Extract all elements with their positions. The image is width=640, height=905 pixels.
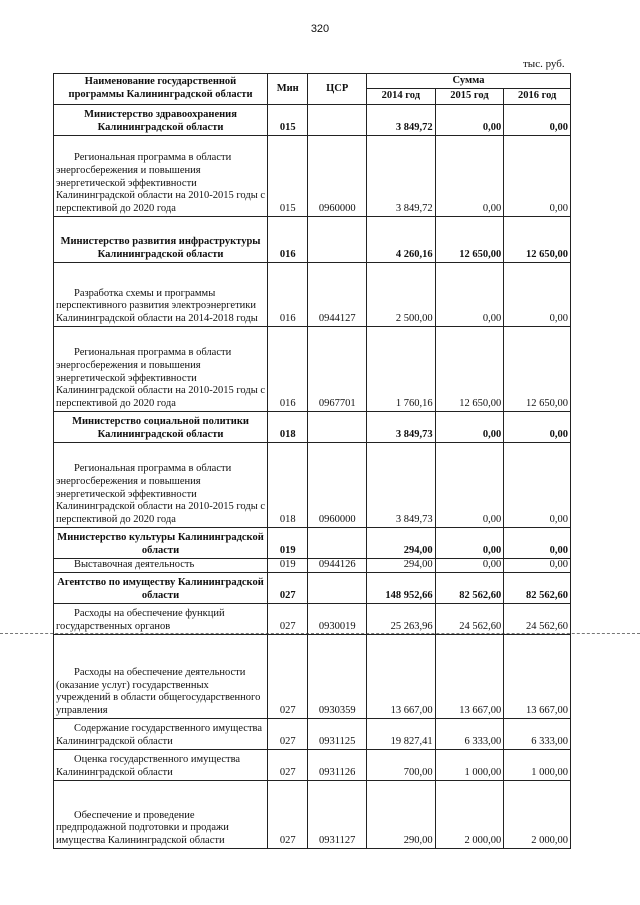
row-value-2014: 3 849,72 (366, 136, 435, 217)
row-csr: 0960000 (308, 443, 367, 528)
row-name: Министерство здравоохранения Калининградской области (54, 105, 268, 136)
row-value-2015: 2 000,00 (435, 781, 504, 849)
row-csr (308, 528, 367, 559)
row-csr: 0960000 (308, 136, 367, 217)
row-value-2015: 0,00 (435, 528, 504, 559)
row-name: Региональная программа в области энергосбережения и повышения энергетической эффективности Калининградской области на 2010-2015 годы с перспективой до 2020 года (54, 136, 268, 217)
row-value-2016: 6 333,00 (504, 719, 571, 750)
row-value-2015: 0,00 (435, 105, 504, 136)
header-year-2015: 2015 год (435, 89, 504, 105)
row-min: 016 (268, 217, 308, 263)
row-name: Министерство социальной политики Калининградской области (54, 412, 268, 443)
table-row (54, 781, 571, 849)
header-year-2014: 2014 год (366, 89, 435, 105)
row-name: Разработка схемы и программы перспективного развития электроэнергетики Калининградской области на 2014-2018 годы (54, 263, 268, 327)
row-value-2016: 1 000,00 (504, 750, 571, 781)
row-value-2016: 0,00 (504, 105, 571, 136)
row-name: Министерство культуры Калининградской области (54, 528, 268, 559)
units-label: тыс. руб. (523, 58, 565, 70)
row-csr: 0944127 (308, 263, 367, 327)
row-value-2015: 12 650,00 (435, 327, 504, 412)
row-csr (308, 412, 367, 443)
row-value-2015: 24 562,60 (435, 604, 504, 635)
page-number: 320 (310, 23, 330, 35)
row-csr: 0931125 (308, 719, 367, 750)
row-min: 027 (268, 635, 308, 719)
row-min: 019 (268, 559, 308, 573)
row-csr: 0930019 (308, 604, 367, 635)
row-value-2016: 82 562,60 (504, 573, 571, 604)
header-min: Мин (268, 74, 308, 105)
row-value-2015: 6 333,00 (435, 719, 504, 750)
table-row (54, 412, 571, 443)
row-csr (308, 573, 367, 604)
row-name: Региональная программа в области энергосбережения и повышения энергетической эффективности Калининградской области на 2010-2015 годы с перспективой до 2020 года (54, 327, 268, 412)
table-row (54, 263, 571, 327)
table-row (54, 559, 571, 573)
row-min: 018 (268, 443, 308, 528)
row-value-2014: 3 849,73 (366, 412, 435, 443)
row-value-2014: 2 500,00 (366, 263, 435, 327)
row-name: Содержание государственного имущества Калининградской области (54, 719, 268, 750)
row-name: Агентство по имуществу Калининградской области (54, 573, 268, 604)
row-value-2014: 25 263,96 (366, 604, 435, 635)
row-min: 027 (268, 719, 308, 750)
budget-table (53, 73, 571, 849)
row-name: Оценка государственного имущества Калининградской области (54, 750, 268, 781)
row-csr: 0944126 (308, 559, 367, 573)
row-value-2016: 12 650,00 (504, 217, 571, 263)
table-row (54, 604, 571, 635)
table-row (54, 719, 571, 750)
row-csr: 0930359 (308, 635, 367, 719)
row-value-2014: 3 849,73 (366, 443, 435, 528)
row-name: Региональная программа в области энергосбережения и повышения энергетической эффективности Калининградской области на 2010-2015 годы с перспективой до 2020 года (54, 443, 268, 528)
row-name: Расходы на обеспечение функций государственных органов (54, 604, 268, 635)
row-name: Выставочная деятельность (54, 559, 268, 573)
row-min: 027 (268, 750, 308, 781)
row-value-2015: 0,00 (435, 136, 504, 217)
row-value-2014: 148 952,66 (366, 573, 435, 604)
row-value-2015: 82 562,60 (435, 573, 504, 604)
row-value-2015: 0,00 (435, 412, 504, 443)
row-value-2015: 0,00 (435, 559, 504, 573)
row-value-2016: 0,00 (504, 559, 571, 573)
row-min: 027 (268, 573, 308, 604)
row-min: 015 (268, 105, 308, 136)
row-value-2015: 13 667,00 (435, 635, 504, 719)
table-body (54, 105, 571, 849)
row-min: 015 (268, 136, 308, 217)
row-value-2015: 0,00 (435, 263, 504, 327)
row-value-2014: 1 760,16 (366, 327, 435, 412)
table-row (54, 136, 571, 217)
row-min: 027 (268, 604, 308, 635)
row-csr: 0967701 (308, 327, 367, 412)
table-row (54, 105, 571, 136)
row-min: 027 (268, 781, 308, 849)
header-name: Наименование государственной программы Калининградской области (54, 74, 268, 105)
table-row (54, 327, 571, 412)
row-csr: 0931127 (308, 781, 367, 849)
row-min: 016 (268, 263, 308, 327)
row-value-2016: 2 000,00 (504, 781, 571, 849)
row-value-2014: 4 260,16 (366, 217, 435, 263)
row-value-2014: 19 827,41 (366, 719, 435, 750)
row-value-2014: 290,00 (366, 781, 435, 849)
table-row (54, 573, 571, 604)
header-sum: Сумма (366, 74, 570, 89)
row-value-2016: 0,00 (504, 412, 571, 443)
table-row (54, 443, 571, 528)
row-csr (308, 217, 367, 263)
row-name: Обеспечение и проведение предпродажной подготовки и продажи имущества Калининградской области (54, 781, 268, 849)
row-value-2014: 294,00 (366, 528, 435, 559)
row-min: 018 (268, 412, 308, 443)
row-value-2014: 13 667,00 (366, 635, 435, 719)
row-value-2016: 0,00 (504, 136, 571, 217)
row-value-2014: 294,00 (366, 559, 435, 573)
table-row (54, 750, 571, 781)
table-row (54, 528, 571, 559)
row-value-2015: 1 000,00 (435, 750, 504, 781)
row-value-2016: 12 650,00 (504, 327, 571, 412)
row-min: 016 (268, 327, 308, 412)
table-row (54, 635, 571, 719)
row-value-2016: 13 667,00 (504, 635, 571, 719)
row-name: Расходы на обеспечение деятельности (оказание услуг) государственных учреждений в области общегосударственного управления (54, 635, 268, 719)
row-value-2015: 0,00 (435, 443, 504, 528)
row-value-2016: 0,00 (504, 528, 571, 559)
row-min: 019 (268, 528, 308, 559)
row-csr: 0931126 (308, 750, 367, 781)
row-value-2016: 0,00 (504, 263, 571, 327)
row-value-2015: 12 650,00 (435, 217, 504, 263)
row-value-2016: 24 562,60 (504, 604, 571, 635)
row-value-2014: 700,00 (366, 750, 435, 781)
row-name: Министерство развития инфраструктуры Калининградской области (54, 217, 268, 263)
row-value-2014: 3 849,72 (366, 105, 435, 136)
row-csr (308, 105, 367, 136)
table-row (54, 217, 571, 263)
header-year-2016: 2016 год (504, 89, 571, 105)
header-csr: ЦСР (308, 74, 367, 105)
row-value-2016: 0,00 (504, 443, 571, 528)
